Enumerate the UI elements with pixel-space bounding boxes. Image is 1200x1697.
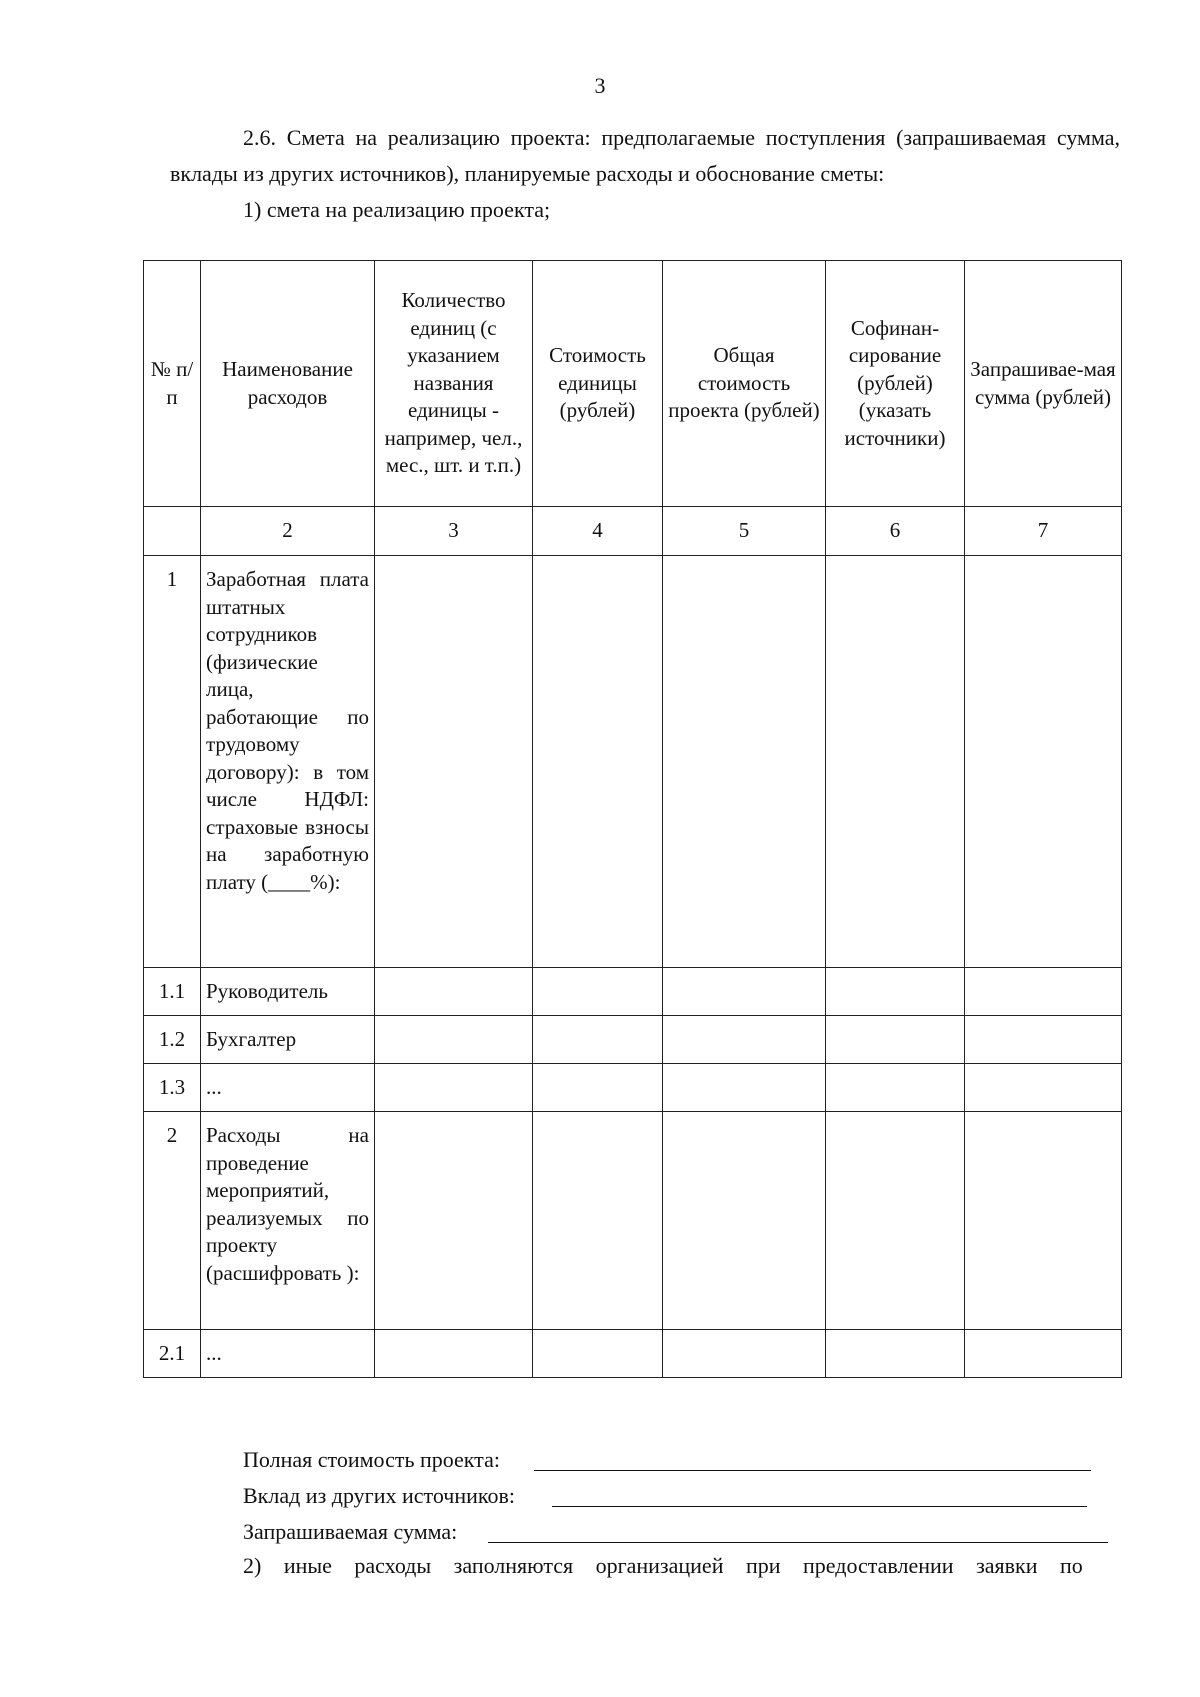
column-number-cell bbox=[144, 507, 201, 556]
full-cost-blank[interactable] bbox=[534, 1470, 1091, 1471]
column-number-cell: 7 bbox=[965, 507, 1122, 556]
units-cell[interactable] bbox=[375, 1112, 533, 1330]
budget-table bbox=[143, 260, 1122, 1378]
total-cost-cell[interactable] bbox=[663, 1330, 826, 1378]
table-row bbox=[144, 556, 1122, 968]
units-cell[interactable] bbox=[375, 1330, 533, 1378]
table-row bbox=[144, 1016, 1122, 1064]
table-header-row bbox=[144, 261, 1122, 507]
cofinancing-cell[interactable] bbox=[826, 1330, 965, 1378]
unit-cost-cell[interactable] bbox=[533, 1330, 663, 1378]
total-cost-cell[interactable] bbox=[663, 556, 826, 968]
total-cost-cell[interactable] bbox=[663, 1064, 826, 1112]
requested-amount-line bbox=[243, 1518, 457, 1548]
unit-cost-cell[interactable] bbox=[533, 556, 663, 968]
header-cell-requested-amount: Запрашивае-мая сумма (рублей) bbox=[965, 261, 1122, 507]
header-cell-total-cost: Общая стоимость проекта (рублей) bbox=[663, 261, 826, 507]
total-cost-cell[interactable] bbox=[663, 968, 826, 1016]
row-expense-name: ... bbox=[201, 1330, 375, 1378]
cofinancing-cell[interactable] bbox=[826, 556, 965, 968]
other-sources-blank[interactable] bbox=[552, 1506, 1087, 1507]
row-number: 2.1 bbox=[144, 1330, 201, 1378]
requested-cell[interactable] bbox=[965, 556, 1122, 968]
row-expense-name: ... bbox=[201, 1064, 375, 1112]
header-cell-units-count: Количество единиц (с указанием названия единицы - например, чел., мес., шт. и т.п.) bbox=[375, 261, 533, 507]
section-heading-paragraph: 2.6. Смета на реализацию проекта: предполагаемые поступления (запрашиваемая сумма, вклады из других источников), планируемые расходы и обоснование сметы: bbox=[170, 125, 1120, 186]
table-row bbox=[144, 968, 1122, 1016]
column-number-cell: 4 bbox=[533, 507, 663, 556]
requested-cell[interactable] bbox=[965, 1330, 1122, 1378]
cofinancing-cell[interactable] bbox=[826, 1016, 965, 1064]
other-sources-line bbox=[243, 1482, 515, 1512]
requested-cell[interactable] bbox=[965, 1016, 1122, 1064]
total-cost-cell[interactable] bbox=[663, 1112, 826, 1330]
header-cell-expense-name: Наименование расходов bbox=[201, 261, 375, 507]
column-number-cell: 3 bbox=[375, 507, 533, 556]
units-cell[interactable] bbox=[375, 1016, 533, 1064]
cofinancing-cell[interactable] bbox=[826, 1112, 965, 1330]
unit-cost-cell[interactable] bbox=[533, 1064, 663, 1112]
subitem-estimate: 1) смета на реализацию проекта; bbox=[243, 197, 551, 222]
requested-cell[interactable] bbox=[965, 1112, 1122, 1330]
column-number-row bbox=[144, 507, 1122, 556]
column-number-cell: 6 bbox=[826, 507, 965, 556]
row-number: 1 bbox=[144, 556, 201, 968]
full-cost-line bbox=[243, 1446, 500, 1476]
other-sources-label: Вклад из других источников: bbox=[243, 1483, 515, 1508]
requested-amount-blank[interactable] bbox=[488, 1542, 1108, 1543]
other-expenses-paragraph: 2) иные расходы заполняются организацией при предоставлении заявки по bbox=[243, 1553, 1083, 1578]
header-cell-number: № п/п bbox=[144, 261, 201, 507]
row-number: 1.3 bbox=[144, 1064, 201, 1112]
row-expense-name: Расходы на проведение мероприятий, реализуемых по проекту (расшифровать ): bbox=[201, 1112, 375, 1330]
units-cell[interactable] bbox=[375, 968, 533, 1016]
row-number: 2 bbox=[144, 1112, 201, 1330]
table-row bbox=[144, 1330, 1122, 1378]
cofinancing-cell[interactable] bbox=[826, 968, 965, 1016]
row-expense-name: Руководитель bbox=[201, 968, 375, 1016]
row-expense-name: Заработная плата штатных сотрудников (физические лица, работающие по трудовому договору): в том числе НДФЛ: страховые взносы на заработную плату (____%): bbox=[201, 556, 375, 968]
page-number: 3 bbox=[594, 73, 606, 98]
table-row bbox=[144, 1064, 1122, 1112]
column-number-cell: 2 bbox=[201, 507, 375, 556]
units-cell[interactable] bbox=[375, 1064, 533, 1112]
full-cost-label: Полная стоимость проекта: bbox=[243, 1447, 500, 1472]
requested-amount-label: Запрашиваемая сумма: bbox=[243, 1519, 458, 1544]
unit-cost-cell[interactable] bbox=[533, 968, 663, 1016]
unit-cost-cell[interactable] bbox=[533, 1016, 663, 1064]
cofinancing-cell[interactable] bbox=[826, 1064, 965, 1112]
requested-cell[interactable] bbox=[965, 1064, 1122, 1112]
header-cell-cofinancing: Софинан-сирование (рублей) (указать источники) bbox=[826, 261, 965, 507]
row-number: 1.1 bbox=[144, 968, 201, 1016]
row-expense-name: Бухгалтер bbox=[201, 1016, 375, 1064]
total-cost-cell[interactable] bbox=[663, 1016, 826, 1064]
row-number: 1.2 bbox=[144, 1016, 201, 1064]
header-cell-unit-cost: Стоимость единицы (рублей) bbox=[533, 261, 663, 507]
table-row bbox=[144, 1112, 1122, 1330]
column-number-cell: 5 bbox=[663, 507, 826, 556]
unit-cost-cell[interactable] bbox=[533, 1112, 663, 1330]
units-cell[interactable] bbox=[375, 556, 533, 968]
requested-cell[interactable] bbox=[965, 968, 1122, 1016]
